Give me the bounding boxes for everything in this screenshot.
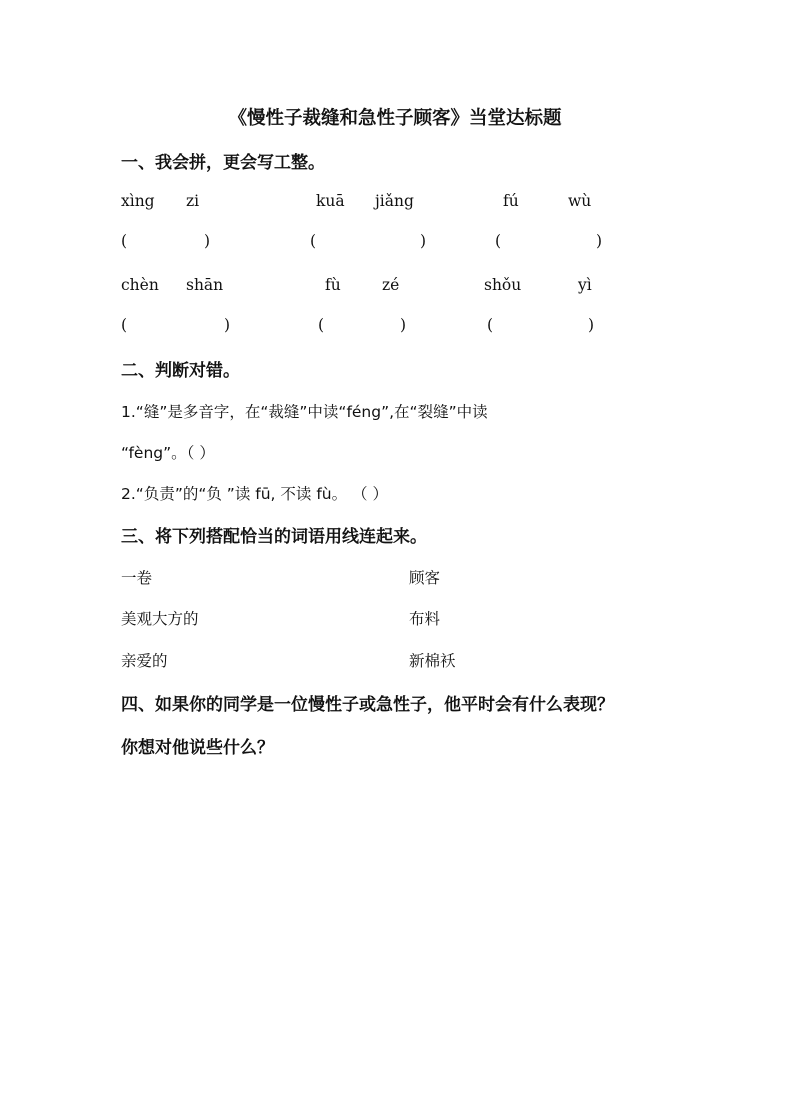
section1-heading: 一、我会拼，更会写工整。 [121,153,325,173]
page-title: 《慢性子裁缝和急性子顾客》当堂达标题 [228,108,562,129]
answer-blank-close-1: ) [204,232,211,250]
match-left-3: 亲爱的 [121,652,168,670]
answer-blank-open-1: ( [121,232,128,250]
pinyin-wu: wù [568,192,592,210]
pinyin-jiang: jiǎng [375,192,414,210]
match-left-2: 美观大方的 [121,610,199,628]
question-1-line1: 1.“缝”是多音字，在“裁缝”中读“féng”,在“裂缝”中读 [121,403,488,421]
match-right-1: 顾客 [409,569,441,587]
answer-blank-open-6: ( [487,316,494,334]
section2-heading: 二、判断对错。 [121,361,240,381]
answer-blank-close-5: ) [400,316,407,334]
pinyin-fu: fú [503,192,519,210]
answer-blank-open-2: ( [310,232,317,250]
pinyin-chen: chèn [121,276,159,294]
section3-heading: 三、将下列搭配恰当的词语用线连起来。 [121,527,427,547]
pinyin-shan: shān [186,276,224,294]
pinyin-xing: xìng [121,192,155,210]
section4-heading-line1: 四、如果你的同学是一位慢性子或急性子，他平时会有什么表现？ [121,695,614,715]
answer-blank-open-5: ( [318,316,325,334]
pinyin-yi: yì [578,276,592,294]
answer-blank-close-3: ) [596,232,603,250]
answer-blank-open-3: ( [495,232,502,250]
pinyin-ze: zé [382,276,400,294]
pinyin-kua: kuā [316,192,345,210]
pinyin-zi: zi [186,192,200,210]
answer-blank-close-4: ) [224,316,231,334]
pinyin-shou: shǒu [484,276,522,294]
answer-blank-close-2: ) [420,232,427,250]
answer-blank-close-6: ) [588,316,595,334]
match-right-2: 布料 [409,610,441,628]
match-left-1: 一卷 [121,569,153,587]
question-1-line2: “fèng”。（ ） [121,444,215,462]
section4-heading-line2: 你想对他说些什么？ [121,738,274,758]
question-2: 2.“负责”的“负 ”读 fū, 不读 fù。 （ ） [121,485,388,503]
match-right-3: 新棉袄 [409,652,456,670]
pinyin-fu2: fù [325,276,341,294]
answer-blank-open-4: ( [121,316,128,334]
